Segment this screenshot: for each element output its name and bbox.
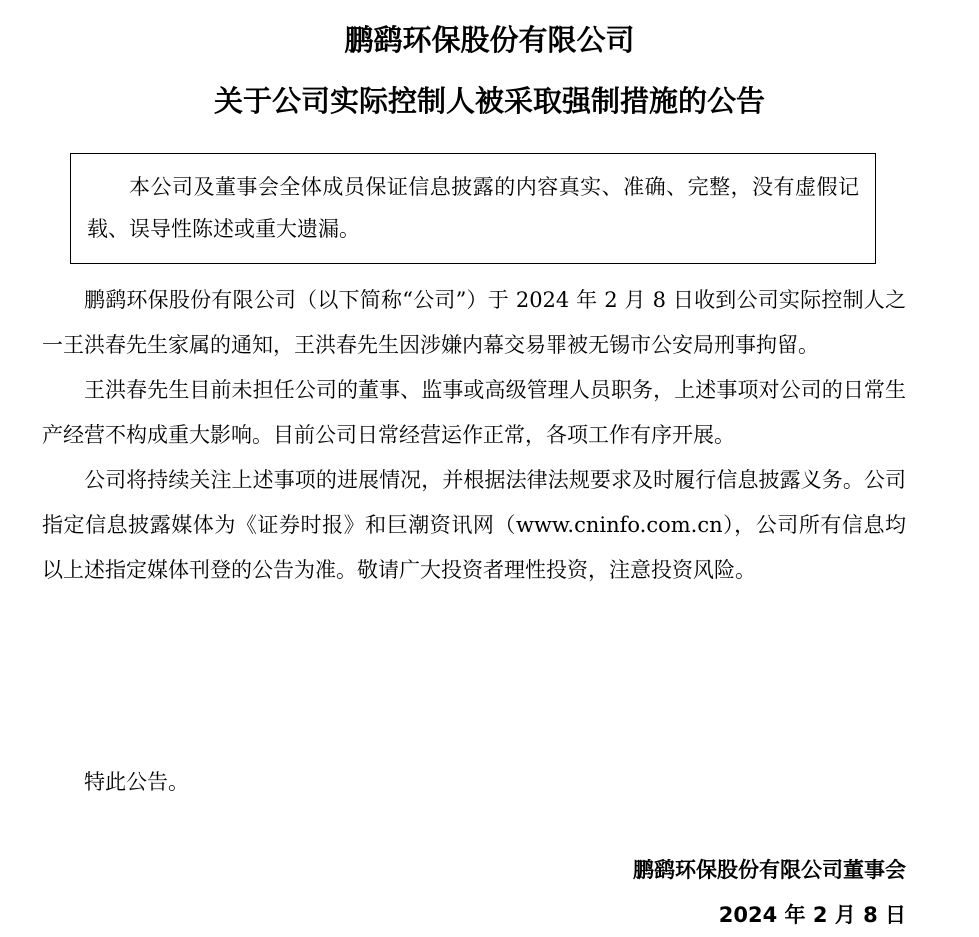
signature-organization: 鹏鹞环保股份有限公司董事会 — [633, 858, 906, 882]
disclosure-statement-box — [70, 153, 876, 264]
company-title: 鹏鹞环保股份有限公司 — [344, 23, 635, 57]
announcement-body — [42, 278, 906, 593]
signature-date: 2024 年 2 月 8 日 — [718, 903, 906, 927]
paragraph-business-impact: 王洪春先生目前未担任公司的董事、监事或高级管理人员职务，上述事项对公司的日常生产经营不构成重大影响。目前公司日常经营运作正常，各项工作有序开展。 — [42, 378, 906, 447]
paragraph-receipt-of-notice: 鹏鹞环保股份有限公司（以下简称“公司”）于 2024 年 2 月 8 日收到公司实际控制人之一王洪春先生家属的通知，王洪春先生因涉嫌内幕交易罪被无锡市公安局刑事拘留。 — [42, 288, 906, 357]
disclosure-statement: 本公司及董事会全体成员保证信息披露的内容真实、准确、完整，没有虚假记载、误导性陈述或重大遗漏。 — [87, 175, 859, 241]
paragraph-disclosure-obligation: 公司将持续关注上述事项的进展情况，并根据法律法规要求及时履行信息披露义务。公司指定信息披露媒体为《证券时报》和巨潮资讯网（www.cninfo.com.cn），公司所有信息均以上述指定媒体刊登的公告为准。敬请广大投资者理性投资，注意投资风险。 — [42, 468, 906, 582]
closing-line: 特此公告。 — [84, 770, 189, 794]
notice-title: 关于公司实际控制人被采取强制措施的公告 — [213, 84, 765, 118]
